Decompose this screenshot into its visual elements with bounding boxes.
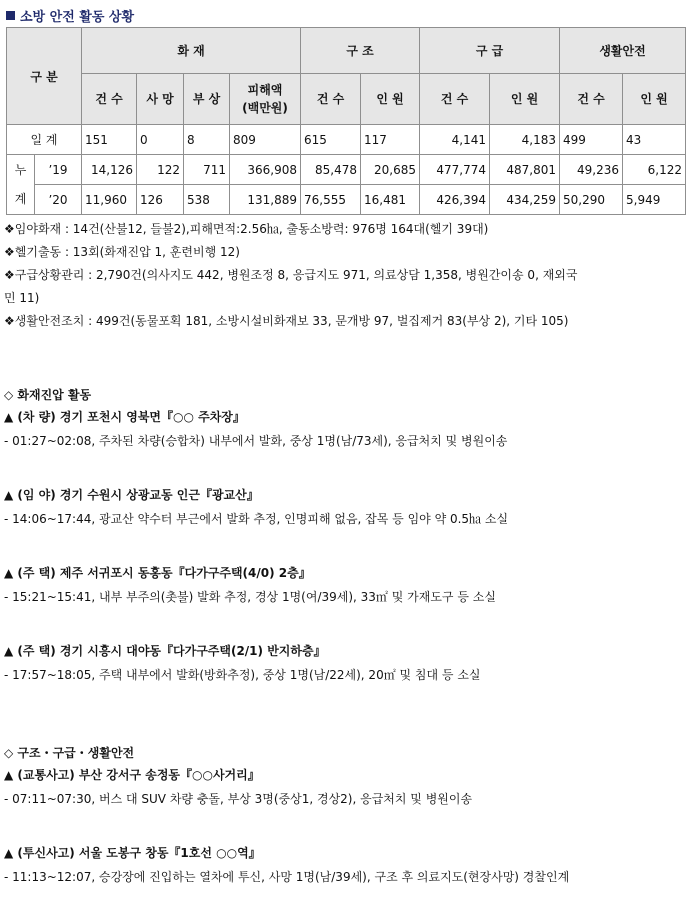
cell: 76,555 (301, 185, 361, 215)
square-bullet-icon (6, 11, 15, 20)
incident-desc: - 07:11~07:30, 버스 대 SUV 차량 충돌, 부상 3명(중상1, 경상2), 응급처치 및 병원이송 (4, 792, 473, 806)
note-ems-management-cont: 민 11) (4, 291, 40, 305)
incident-title: ▲ (주 택) 제주 서귀포시 동홍동『다가구주택(4/0) 2층』 (4, 566, 311, 580)
incident-item (4, 484, 688, 532)
cell: 4,141 (420, 125, 490, 155)
cell: 126 (137, 185, 184, 215)
incident-desc: - 14:06~17:44, 광교산 약수터 부근에서 발화 추정, 인명피해 없음, 잡목 등 임야 약 0.5㏊ 소실 (4, 512, 509, 526)
col-header: 인 원 (490, 74, 560, 125)
cell: 14,126 (82, 155, 137, 185)
cell: 122 (137, 155, 184, 185)
fire-suppression-section (4, 384, 688, 688)
table-corner: 구 분 (7, 28, 82, 125)
fire-safety-stats-table (6, 27, 686, 215)
group-life-safety: 생활안전 (560, 28, 686, 74)
cell: 809 (230, 125, 301, 155)
incident-item (4, 406, 688, 454)
group-fire: 화 재 (82, 28, 301, 74)
incident-title: ▲ (투신사고) 서울 도봉구 창동『1호선 ○○역』 (4, 846, 261, 860)
cell: 131,889 (230, 185, 301, 215)
cell: 615 (301, 125, 361, 155)
incident-desc: - 17:57~18:05, 주택 내부에서 발화(방화추정), 중상 1명(남/22세), 20㎡ 및 침대 등 소실 (4, 668, 481, 682)
row-label: 일 계 (7, 125, 82, 155)
incident-title: ▲ (차 량) 경기 포천시 영북면『○○ 주차장』 (4, 410, 245, 424)
group-ems: 구 급 (420, 28, 560, 74)
cell: 366,908 (230, 155, 301, 185)
section-title (6, 4, 134, 26)
cum-label-char: 계 (14, 191, 27, 206)
incident-item (4, 562, 688, 610)
cell: 16,481 (361, 185, 420, 215)
cell: 5,949 (623, 185, 686, 215)
cell: 538 (184, 185, 230, 215)
cell: 151 (82, 125, 137, 155)
cell: 85,478 (301, 155, 361, 185)
cell: 434,259 (490, 185, 560, 215)
note-ems-management: ❖구급상황관리 : 2,790건(의사지도 442, 병원조정 8, 응급지도 971, 의료상담 1,358, 병원간이송 0, 재외국 (4, 268, 578, 282)
col-header: 건 수 (560, 74, 623, 125)
rescue-ems-section (4, 742, 688, 890)
cell: 11,960 (82, 185, 137, 215)
section-heading: ◇ 구조・구급・생활안전 (4, 746, 135, 760)
col-header: 피해액 (백만원) (230, 74, 301, 125)
group-rescue: 구 조 (301, 28, 420, 74)
col-header: 부 상 (184, 74, 230, 125)
col-header: 건 수 (301, 74, 361, 125)
col-header: 건 수 (420, 74, 490, 125)
note-wildfire: ❖임야화재 : 14건(산불12, 들불2),피해면적:2.56㏊, 출동소방력: 976명 164대(헬기 39대) (4, 222, 489, 236)
cell: 711 (184, 155, 230, 185)
section-title-text: 소방 안전 활동 상황 (20, 9, 135, 25)
col-header: 건 수 (82, 74, 137, 125)
summary-notes (4, 218, 688, 333)
cell: 49,236 (560, 155, 623, 185)
note-life-safety: ❖생활안전조치 : 499건(동물포획 181, 소방시설비화재보 33, 문개방 97, 벌집제거 83(부상 2), 기타 105) (4, 314, 569, 328)
row-label: ’19 (35, 155, 82, 185)
incident-item (4, 640, 688, 688)
cum-label-char: 누 (14, 162, 27, 177)
cell: 43 (623, 125, 686, 155)
cell: 499 (560, 125, 623, 155)
cell: 6,122 (623, 155, 686, 185)
incident-item (4, 764, 688, 812)
row-label: ’20 (35, 185, 82, 215)
incident-title: ▲ (임 야) 경기 수원시 상광교동 인근『광교산』 (4, 488, 259, 502)
table-row-2020 (7, 185, 686, 215)
row-label-cumulative (7, 155, 35, 215)
cell: 477,774 (420, 155, 490, 185)
cell: 50,290 (560, 185, 623, 215)
incident-title: ▲ (교통사고) 부산 강서구 송정동『○○사거리』 (4, 768, 260, 782)
cell: 8 (184, 125, 230, 155)
col-header: 사 망 (137, 74, 184, 125)
section-heading: ◇ 화재진압 활동 (4, 388, 92, 402)
incident-desc: - 11:13~12:07, 승강장에 진입하는 열차에 투신, 사망 1명(남/39세), 구조 후 의료지도(현장사망) 경찰인계 (4, 870, 570, 884)
cell: 117 (361, 125, 420, 155)
table-row-2019 (7, 155, 686, 185)
col-header: 인 원 (361, 74, 420, 125)
cell: 426,394 (420, 185, 490, 215)
note-helicopter: ❖헬기출동 : 13회(화재진압 1, 훈련비행 12) (4, 245, 240, 259)
incident-desc: - 15:21~15:41, 내부 부주의(촛불) 발화 추정, 경상 1명(여/39세), 33㎡ 및 가재도구 등 소실 (4, 590, 496, 604)
cell: 20,685 (361, 155, 420, 185)
incident-item (4, 842, 688, 890)
cell: 487,801 (490, 155, 560, 185)
table-row-daily (7, 125, 686, 155)
cell: 0 (137, 125, 184, 155)
incident-title: ▲ (주 택) 경기 시흥시 대야동『다가구주택(2/1) 반지하층』 (4, 644, 326, 658)
col-header: 인 원 (623, 74, 686, 125)
cell: 4,183 (490, 125, 560, 155)
incident-desc: - 01:27~02:08, 주차된 차량(승합차) 내부에서 발화, 중상 1명(남/73세), 응급처치 및 병원이송 (4, 434, 508, 448)
